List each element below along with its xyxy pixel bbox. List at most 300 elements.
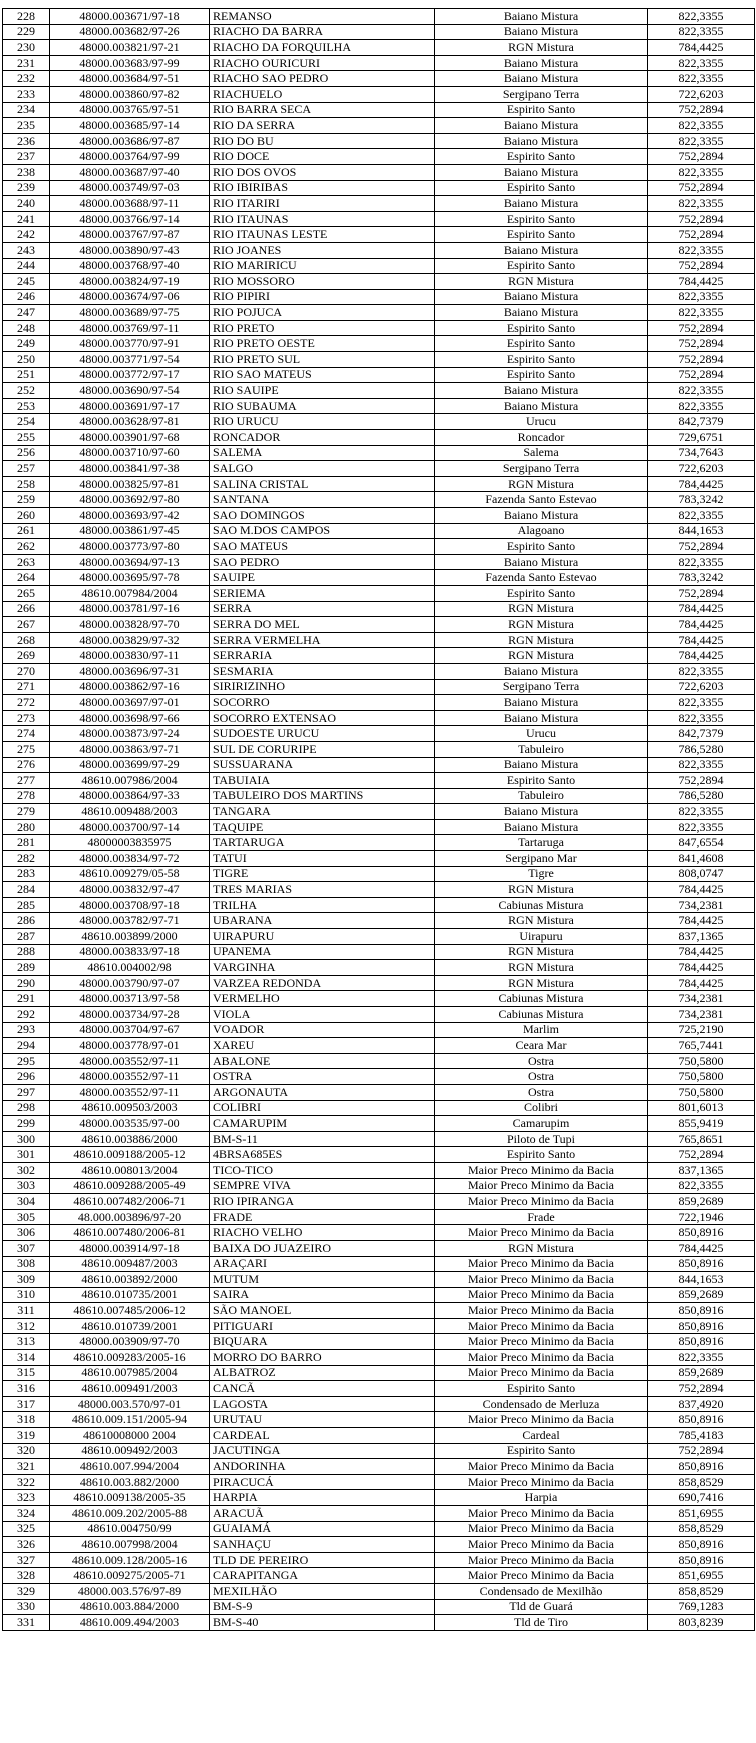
table-row	[3, 1334, 755, 1350]
process-number: 48000.003772/97-17	[50, 367, 210, 383]
row-number: 296	[3, 1069, 50, 1085]
process-number: 48610.007998/2004	[50, 1537, 210, 1553]
field-name: JACUTINGA	[210, 1443, 435, 1459]
process-number: 48000.003768/97-40	[50, 258, 210, 274]
process-number: 48610.009488/2003	[50, 804, 210, 820]
minimum-price: 734,2381	[648, 991, 755, 1007]
oil-type: RGN Mistura	[435, 944, 648, 960]
minimum-price: 850,8916	[648, 1303, 755, 1319]
minimum-price: 822,3355	[648, 1178, 755, 1194]
table-row	[3, 258, 755, 274]
field-name: TABUIAIA	[210, 773, 435, 789]
table-row	[3, 960, 755, 976]
process-number: 48000.003693/97-42	[50, 508, 210, 524]
row-number: 305	[3, 1209, 50, 1225]
process-number: 48000.003692/97-80	[50, 492, 210, 508]
process-number: 48000.003860/97-82	[50, 86, 210, 102]
field-name: SERRA	[210, 601, 435, 617]
table-row	[3, 149, 755, 165]
minimum-price: 842,7379	[648, 726, 755, 742]
table-row	[3, 336, 755, 352]
table-row	[3, 1412, 755, 1428]
minimum-price: 822,3355	[648, 9, 755, 25]
oil-type: Espirito Santo	[435, 227, 648, 243]
row-number: 308	[3, 1256, 50, 1272]
oil-type: Cabiunas Mistura	[435, 991, 648, 1007]
oil-type: RGN Mistura	[435, 601, 648, 617]
row-number: 313	[3, 1334, 50, 1350]
table-row	[3, 648, 755, 664]
oil-type: Condensado de Mexilhão	[435, 1583, 648, 1599]
row-number: 320	[3, 1443, 50, 1459]
field-name: TRES MARIAS	[210, 882, 435, 898]
oil-type: Maior Preco Minimo da Bacia	[435, 1474, 648, 1490]
field-name: URUTAU	[210, 1412, 435, 1428]
oil-type: Sergipano Terra	[435, 679, 648, 695]
field-name: UIRAPURU	[210, 929, 435, 945]
minimum-price: 859,2689	[648, 1365, 755, 1381]
process-number: 48610.003886/2000	[50, 1131, 210, 1147]
row-number: 317	[3, 1396, 50, 1412]
field-name: BAIXA DO JUAZEIRO	[210, 1240, 435, 1256]
oil-type: Maior Preco Minimo da Bacia	[435, 1552, 648, 1568]
minimum-price: 837,1365	[648, 929, 755, 945]
table-row	[3, 882, 755, 898]
minimum-price: 859,2689	[648, 1194, 755, 1210]
row-number: 267	[3, 617, 50, 633]
minimum-price: 822,3355	[648, 819, 755, 835]
process-number: 48000.003841/97-38	[50, 461, 210, 477]
table-row	[3, 211, 755, 227]
minimum-price: 786,5280	[648, 741, 755, 757]
process-number: 48000.003700/97-14	[50, 819, 210, 835]
table-row	[3, 1287, 755, 1303]
minimum-price: 784,4425	[648, 913, 755, 929]
oil-type: Baiano Mistura	[435, 663, 648, 679]
table-row	[3, 461, 755, 477]
oil-type: Baiano Mistura	[435, 554, 648, 570]
minimum-price: 784,4425	[648, 617, 755, 633]
table-row	[3, 274, 755, 290]
oil-type: Baiano Mistura	[435, 710, 648, 726]
row-number: 250	[3, 352, 50, 368]
oil-type: Maior Preco Minimo da Bacia	[435, 1459, 648, 1475]
minimum-price: 752,2894	[648, 258, 755, 274]
oil-type: Condensado de Merluza	[435, 1396, 648, 1412]
process-number: 48610.009.151/2005-94	[50, 1412, 210, 1428]
field-name: RIO PRETO OESTE	[210, 336, 435, 352]
row-number: 240	[3, 196, 50, 212]
minimum-price: 784,4425	[648, 601, 755, 617]
minimum-price: 722,6203	[648, 679, 755, 695]
field-name: RIO BARRA SECA	[210, 102, 435, 118]
oil-type: Espirito Santo	[435, 539, 648, 555]
oil-type: Baiano Mistura	[435, 804, 648, 820]
row-number: 321	[3, 1459, 50, 1475]
oil-type: Urucu	[435, 726, 648, 742]
field-name: CANCÃ	[210, 1381, 435, 1397]
row-number: 289	[3, 960, 50, 976]
row-number: 274	[3, 726, 50, 742]
process-number: 48000.003766/97-14	[50, 211, 210, 227]
row-number: 253	[3, 398, 50, 414]
row-number: 293	[3, 1022, 50, 1038]
field-name: ARACUÃ	[210, 1506, 435, 1522]
row-number: 327	[3, 1552, 50, 1568]
process-number: 48000.003914/97-18	[50, 1240, 210, 1256]
row-number: 310	[3, 1287, 50, 1303]
oil-type: Espirito Santo	[435, 149, 648, 165]
row-number: 281	[3, 835, 50, 851]
row-number: 245	[3, 274, 50, 290]
row-number: 264	[3, 570, 50, 586]
oil-type: Maior Preco Minimo da Bacia	[435, 1303, 648, 1319]
table-row	[3, 1100, 755, 1116]
table-row	[3, 367, 755, 383]
minimum-price: 850,8916	[648, 1225, 755, 1241]
row-number: 269	[3, 648, 50, 664]
row-number: 259	[3, 492, 50, 508]
field-name: SAIRA	[210, 1287, 435, 1303]
process-number: 48610.009188/2005-12	[50, 1147, 210, 1163]
minimum-price: 752,2894	[648, 1381, 755, 1397]
process-number: 48.000.003896/97-20	[50, 1209, 210, 1225]
field-name: 4BRSA685ES	[210, 1147, 435, 1163]
process-number: 48000.003704/97-67	[50, 1022, 210, 1038]
minimum-price: 784,4425	[648, 944, 755, 960]
minimum-price: 784,4425	[648, 648, 755, 664]
process-number: 48000.003828/97-70	[50, 617, 210, 633]
minimum-price: 837,1365	[648, 1162, 755, 1178]
row-number: 262	[3, 539, 50, 555]
process-number: 48000.003671/97-18	[50, 9, 210, 25]
table-row	[3, 944, 755, 960]
field-name: RIACHO VELHO	[210, 1225, 435, 1241]
field-name: SALGO	[210, 461, 435, 477]
field-name: RIO SAUIPE	[210, 383, 435, 399]
process-number: 48000.003682/97-26	[50, 24, 210, 40]
minimum-price: 822,3355	[648, 663, 755, 679]
process-number: 48000.003.570/97-01	[50, 1396, 210, 1412]
oil-type: Baiano Mistura	[435, 695, 648, 711]
row-number: 277	[3, 773, 50, 789]
field-name: RIO DO BU	[210, 133, 435, 149]
oil-type: RGN Mistura	[435, 1240, 648, 1256]
field-name: SAO M.DOS CAMPOS	[210, 523, 435, 539]
minimum-price: 801,6013	[648, 1100, 755, 1116]
minimum-price: 850,8916	[648, 1459, 755, 1475]
process-number: 48610.003.882/2000	[50, 1474, 210, 1490]
row-number: 230	[3, 40, 50, 56]
process-number: 48610.004002/98	[50, 960, 210, 976]
table-row	[3, 866, 755, 882]
oil-type: Sergipano Mar	[435, 851, 648, 867]
row-number: 331	[3, 1615, 50, 1631]
process-number: 48000.003771/97-54	[50, 352, 210, 368]
process-number: 48000.003688/97-11	[50, 196, 210, 212]
row-number: 283	[3, 866, 50, 882]
minimum-price: 752,2894	[648, 1443, 755, 1459]
field-name: SOCORRO	[210, 695, 435, 711]
field-name: FRADE	[210, 1209, 435, 1225]
table-row	[3, 1521, 755, 1537]
oil-type: Espirito Santo	[435, 352, 648, 368]
field-name: BIQUARA	[210, 1334, 435, 1350]
field-name: CARAPITANGA	[210, 1568, 435, 1584]
table-row	[3, 1272, 755, 1288]
field-name: VARZEA REDONDA	[210, 975, 435, 991]
oil-type: Espirito Santo	[435, 367, 648, 383]
process-number: 48000.003824/97-19	[50, 274, 210, 290]
row-number: 275	[3, 741, 50, 757]
oil-type: Espirito Santo	[435, 1381, 648, 1397]
table-row	[3, 1007, 755, 1023]
process-number: 48610.010735/2001	[50, 1287, 210, 1303]
row-number: 300	[3, 1131, 50, 1147]
oil-type: Ostra	[435, 1069, 648, 1085]
minimum-price: 752,2894	[648, 367, 755, 383]
row-number: 287	[3, 929, 50, 945]
process-number: 48000.003770/97-91	[50, 336, 210, 352]
minimum-price: 752,2894	[648, 1147, 755, 1163]
table-row	[3, 1537, 755, 1553]
oil-type: Espirito Santo	[435, 773, 648, 789]
oil-type: Tabuleiro	[435, 741, 648, 757]
oil-type: Cabiunas Mistura	[435, 897, 648, 913]
table-row	[3, 1069, 755, 1085]
field-name: RIO MARIRICU	[210, 258, 435, 274]
minimum-price: 822,3355	[648, 508, 755, 524]
row-number: 232	[3, 71, 50, 87]
table-row	[3, 1303, 755, 1319]
process-number: 48000.003862/97-16	[50, 679, 210, 695]
oil-type: RGN Mistura	[435, 913, 648, 929]
row-number: 233	[3, 86, 50, 102]
oil-type: Baiano Mistura	[435, 196, 648, 212]
oil-type: Maior Preco Minimo da Bacia	[435, 1506, 648, 1522]
process-number: 48610.009492/2003	[50, 1443, 210, 1459]
field-name: TABULEIRO DOS MARTINS	[210, 788, 435, 804]
row-number: 255	[3, 430, 50, 446]
process-number: 48000.003734/97-28	[50, 1007, 210, 1023]
table-row	[3, 305, 755, 321]
oil-type: Tigre	[435, 866, 648, 882]
table-row	[3, 71, 755, 87]
row-number: 286	[3, 913, 50, 929]
process-number: 48000.003767/97-87	[50, 227, 210, 243]
minimum-price: 752,2894	[648, 149, 755, 165]
table-row	[3, 1022, 755, 1038]
minimum-price: 847,6554	[648, 835, 755, 851]
row-number: 261	[3, 523, 50, 539]
table-row	[3, 1178, 755, 1194]
table-row	[3, 819, 755, 835]
row-number: 330	[3, 1599, 50, 1615]
process-number: 48000.003710/97-60	[50, 445, 210, 461]
process-number: 48000.003552/97-11	[50, 1084, 210, 1100]
process-number: 48000.003708/97-18	[50, 897, 210, 913]
oil-type: Salema	[435, 445, 648, 461]
field-name: OSTRA	[210, 1069, 435, 1085]
minimum-price: 850,8916	[648, 1412, 755, 1428]
field-name: RIO JOANES	[210, 242, 435, 258]
process-number: 48610.009288/2005-49	[50, 1178, 210, 1194]
field-name: SAUIPE	[210, 570, 435, 586]
field-name: RIO DOS OVOS	[210, 164, 435, 180]
table-row	[3, 1428, 755, 1444]
table-row	[3, 40, 755, 56]
field-name: RIO SAO MATEUS	[210, 367, 435, 383]
field-name: RIO ITAUNAS LESTE	[210, 227, 435, 243]
oil-type: Espirito Santo	[435, 258, 648, 274]
table-row	[3, 196, 755, 212]
field-name: XAREU	[210, 1038, 435, 1054]
field-name: RIACHO DA FORQUILHA	[210, 40, 435, 56]
row-number: 292	[3, 1007, 50, 1023]
minimum-price: 752,2894	[648, 336, 755, 352]
process-number: 48610.003.884/2000	[50, 1599, 210, 1615]
field-name: RIO PRETO	[210, 320, 435, 336]
oil-type: Maior Preco Minimo da Bacia	[435, 1318, 648, 1334]
field-name: SUDOESTE URUCU	[210, 726, 435, 742]
row-number: 299	[3, 1116, 50, 1132]
process-number: 48000.003833/97-18	[50, 944, 210, 960]
field-name: VERMELHO	[210, 991, 435, 1007]
process-number: 48610.007984/2004	[50, 585, 210, 601]
process-number: 48000.003685/97-14	[50, 118, 210, 134]
process-number: 48000.003873/97-24	[50, 726, 210, 742]
table-row	[3, 430, 755, 446]
minimum-price: 855,9419	[648, 1116, 755, 1132]
process-number: 48610.007.994/2004	[50, 1459, 210, 1475]
table-row	[3, 164, 755, 180]
table-row	[3, 991, 755, 1007]
minimum-price: 850,8916	[648, 1334, 755, 1350]
process-number: 48000.003821/97-21	[50, 40, 210, 56]
table-row	[3, 913, 755, 929]
process-number: 48610.004750/99	[50, 1521, 210, 1537]
field-name: PITIGUARI	[210, 1318, 435, 1334]
field-name: BM-S-11	[210, 1131, 435, 1147]
process-number: 48000.003829/97-32	[50, 632, 210, 648]
table-row	[3, 695, 755, 711]
oil-type: Maior Preco Minimo da Bacia	[435, 1256, 648, 1272]
table-row	[3, 585, 755, 601]
table-row	[3, 679, 755, 695]
process-number: 48610008000 2004	[50, 1428, 210, 1444]
table-row	[3, 1194, 755, 1210]
process-number: 48610.003892/2000	[50, 1272, 210, 1288]
row-number: 229	[3, 24, 50, 40]
oil-type: Baiano Mistura	[435, 757, 648, 773]
oil-type: Colibri	[435, 1100, 648, 1116]
field-name: SERRA VERMELHA	[210, 632, 435, 648]
minimum-price: 784,4425	[648, 476, 755, 492]
row-number: 235	[3, 118, 50, 134]
minimum-price: 734,2381	[648, 1007, 755, 1023]
minimum-price: 842,7379	[648, 414, 755, 430]
table-row	[3, 383, 755, 399]
field-name: VIOLA	[210, 1007, 435, 1023]
row-number: 243	[3, 242, 50, 258]
field-name: TICO-TICO	[210, 1162, 435, 1178]
oil-type: Cabiunas Mistura	[435, 1007, 648, 1023]
oil-type: Baiano Mistura	[435, 24, 648, 40]
minimum-price: 752,2894	[648, 352, 755, 368]
minimum-price: 729,6751	[648, 430, 755, 446]
field-name: RIO URUCU	[210, 414, 435, 430]
process-number: 48000.003689/97-75	[50, 305, 210, 321]
minimum-price: 803,8239	[648, 1615, 755, 1631]
row-number: 237	[3, 149, 50, 165]
row-number: 294	[3, 1038, 50, 1054]
row-number: 231	[3, 55, 50, 71]
oil-type: Baiano Mistura	[435, 9, 648, 25]
table-row	[3, 86, 755, 102]
oil-type: Maior Preco Minimo da Bacia	[435, 1537, 648, 1553]
field-name: TANGARA	[210, 804, 435, 820]
oil-type: Espirito Santo	[435, 102, 648, 118]
table-row	[3, 227, 755, 243]
process-number: 48000.003694/97-13	[50, 554, 210, 570]
row-number: 291	[3, 991, 50, 1007]
row-number: 258	[3, 476, 50, 492]
table-row	[3, 320, 755, 336]
table-row	[3, 445, 755, 461]
field-name: RIACHO OURICURI	[210, 55, 435, 71]
oil-type: Piloto de Tupi	[435, 1131, 648, 1147]
table-row	[3, 835, 755, 851]
row-number: 238	[3, 164, 50, 180]
minimum-price: 822,3355	[648, 196, 755, 212]
table-row	[3, 710, 755, 726]
field-name: MUTUM	[210, 1272, 435, 1288]
row-number: 318	[3, 1412, 50, 1428]
row-number: 273	[3, 710, 50, 726]
field-name: VARGINHA	[210, 960, 435, 976]
process-number: 48000.003901/97-68	[50, 430, 210, 446]
row-number: 322	[3, 1474, 50, 1490]
table-row	[3, 1381, 755, 1397]
process-number: 48610.009283/2005-16	[50, 1350, 210, 1366]
minimum-price: 734,2381	[648, 897, 755, 913]
row-number: 324	[3, 1506, 50, 1522]
table-row	[3, 9, 755, 25]
oil-type: Maior Preco Minimo da Bacia	[435, 1350, 648, 1366]
minimum-price: 822,3355	[648, 757, 755, 773]
process-number: 48000.003698/97-66	[50, 710, 210, 726]
row-number: 265	[3, 585, 50, 601]
field-name: PIRACUCÁ	[210, 1474, 435, 1490]
process-number: 48000.003535/97-00	[50, 1116, 210, 1132]
table-row	[3, 726, 755, 742]
minimum-price: 822,3355	[648, 710, 755, 726]
row-number: 272	[3, 695, 50, 711]
minimum-price: 750,5800	[648, 1053, 755, 1069]
process-number: 48000.003552/97-11	[50, 1069, 210, 1085]
row-number: 303	[3, 1178, 50, 1194]
field-name: ANDORINHA	[210, 1459, 435, 1475]
process-number: 48610.007985/2004	[50, 1365, 210, 1381]
oil-type: Marlim	[435, 1022, 648, 1038]
process-number: 48610.009487/2003	[50, 1256, 210, 1272]
price-table	[2, 8, 755, 1631]
field-name: SANHAÇU	[210, 1537, 435, 1553]
table-row	[3, 414, 755, 430]
field-name: GUAIAMÁ	[210, 1521, 435, 1537]
process-number: 48000.003863/97-71	[50, 741, 210, 757]
oil-type: Maior Preco Minimo da Bacia	[435, 1521, 648, 1537]
